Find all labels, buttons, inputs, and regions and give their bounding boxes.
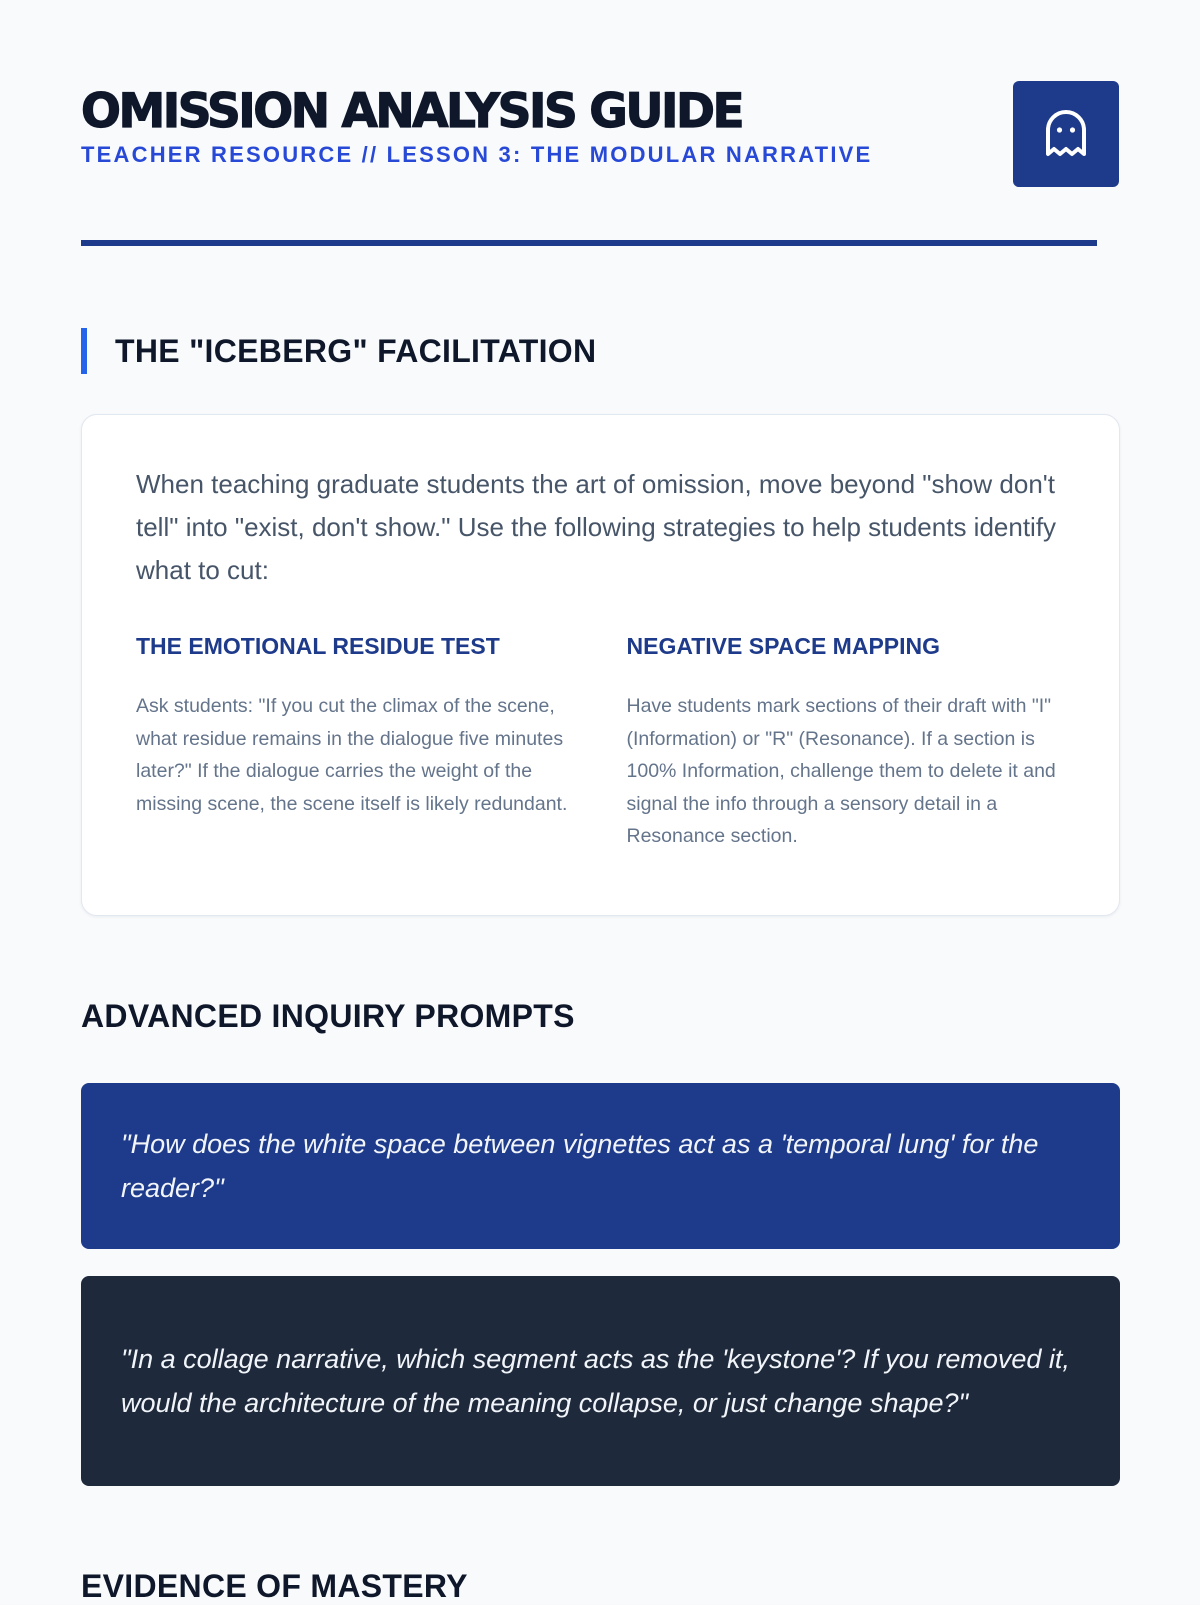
ghost-icon [1044, 110, 1088, 158]
heading-accent-bar [81, 328, 87, 374]
inquiry-prompt-text: "In a collage narrative, which segment acts as the 'keystone'? If you removed it, would the architecture of the meaning collapse, or just change shape?" [121, 1344, 1070, 1418]
strategy-title: THE EMOTIONAL RESIDUE TEST [136, 633, 500, 659]
facilitation-intro: When teaching graduate students the art of omission, move beyond "show don't tell" into "exist, don't show." Use the following strategies to help students identify what to cut: [136, 469, 1057, 585]
facilitation-heading [81, 327, 596, 375]
inquiry-prompt-card [81, 1083, 1120, 1249]
strategy-text: Ask students: "If you cut the climax of the scene, what residue remains in the dialogue five minutes later?" If the dialogue carries the weight of the missing scene, the scene itself is likely redundant. [136, 695, 568, 815]
logo-badge [1013, 81, 1119, 187]
strategy-text: Have students mark sections of their draft with "I" (Information) or "R" (Resonance). If a section is 100% Information, challenge them to delete it and signal the info through a sensory detail in a Resonance section. [626, 695, 1056, 847]
inquiry-prompt-card [81, 1276, 1120, 1486]
inquiry-prompt-text: "How does the white space between vignettes act as a 'temporal lung' for the reader?" [121, 1129, 1039, 1203]
inquiry-title: ADVANCED INQUIRY PROMPTS [81, 998, 575, 1034]
page-header [81, 0, 1119, 167]
facilitation-title: THE "ICEBERG" FACILITATION [115, 332, 597, 369]
facilitation-card [81, 414, 1120, 916]
header-divider [81, 240, 1097, 246]
page-subtitle: TEACHER RESOURCE // LESSON 3: THE MODULAR NARRATIVE [81, 142, 873, 167]
mastery-title: EVIDENCE OF MASTERY [81, 1568, 468, 1604]
page-title: OMISSION ANALYSIS GUIDE [81, 84, 743, 139]
strategy-columns [136, 632, 1065, 853]
strategy-negative-space [627, 632, 1066, 853]
strategy-emotional-residue [136, 632, 571, 853]
strategy-title: NEGATIVE SPACE MAPPING [626, 633, 941, 659]
